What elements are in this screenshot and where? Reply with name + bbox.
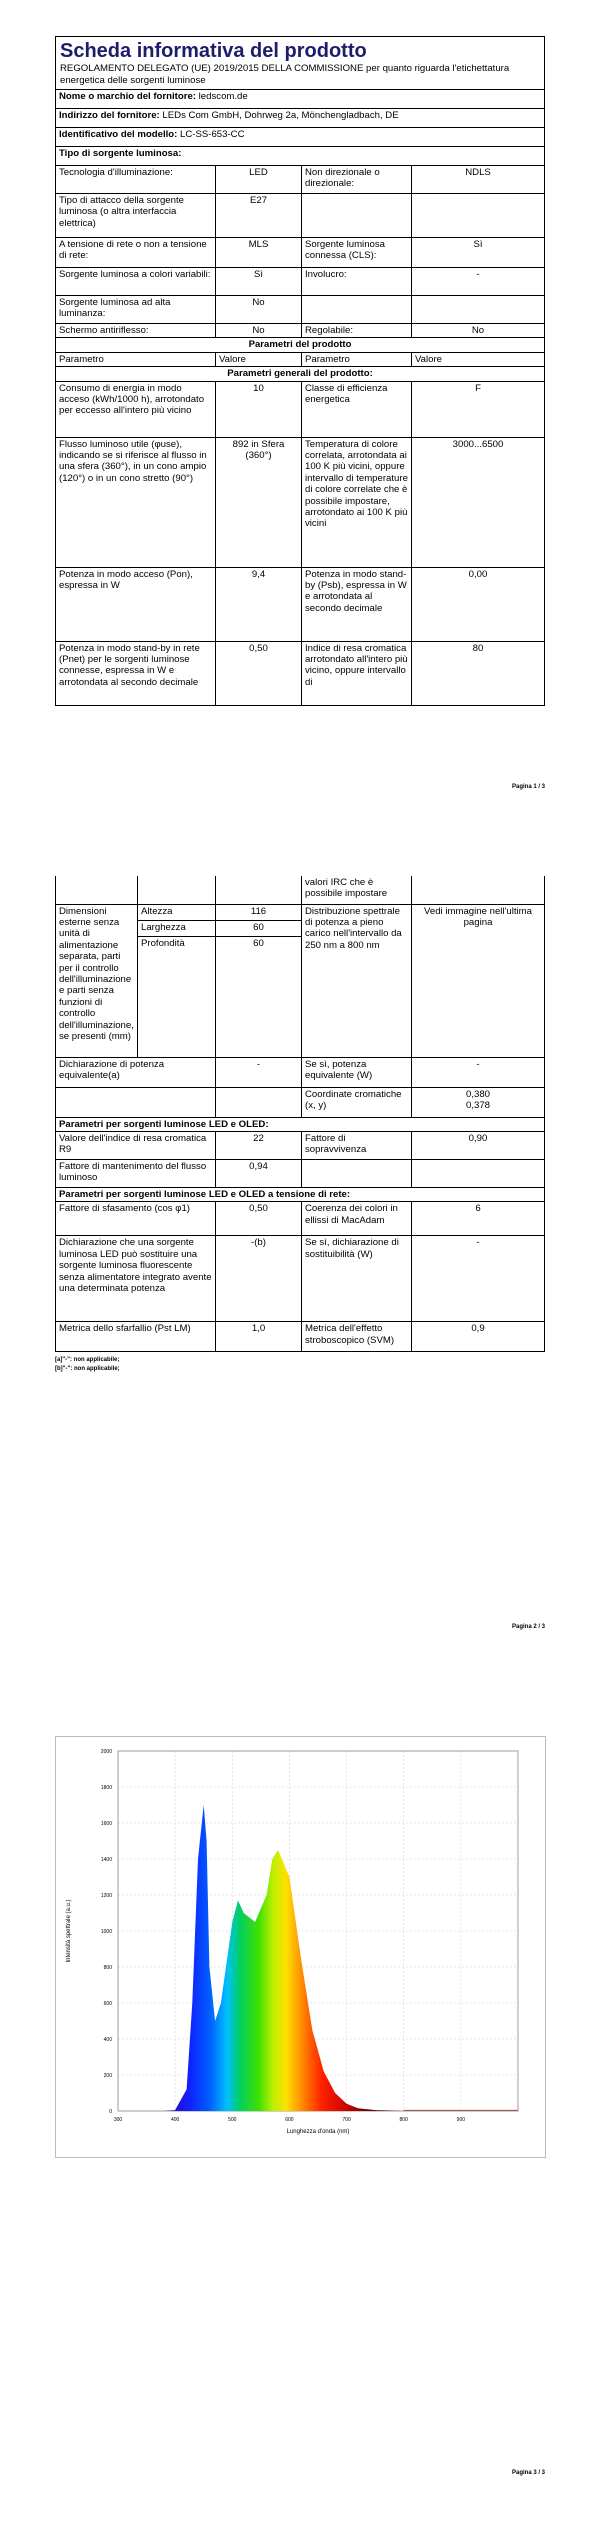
- page-number: Pagina 3 / 3: [512, 2470, 546, 2476]
- col-header-param: Parametro: [56, 352, 216, 366]
- y-tick-label: 1600: [100, 1821, 112, 1827]
- supplier-address-value: LEDs Com GmbH, Dohrweg 2a, Mönchengladbach, DE: [162, 110, 399, 121]
- y-tick-label: 1000: [100, 1929, 112, 1935]
- chromaticity-value: 0,380 0,378: [412, 1087, 545, 1117]
- param-value: 10: [216, 381, 302, 437]
- param-label: [302, 1159, 412, 1187]
- param-value: 892 in Sfera (360°): [216, 437, 302, 567]
- param-label: Dichiarazione di potenza equivalente(a): [56, 1057, 216, 1087]
- type-label: Involucro:: [302, 268, 412, 296]
- type-label: Sorgente luminosa connessa (CLS):: [302, 238, 412, 268]
- param-label: Indice di resa cromatica arrotondato all'intero più vicino, oppure intervallo di: [302, 641, 412, 705]
- param-value: 0,50: [216, 641, 302, 705]
- type-label: Tipo di attacco della sorgente luminosa (o altra interfaccia elettrica): [56, 194, 216, 238]
- col-header-value: Valore: [216, 352, 302, 366]
- x-tick-label: 500: [228, 2117, 237, 2123]
- empty-cell: [216, 1087, 302, 1117]
- y-tick-label: 1800: [100, 1785, 112, 1791]
- type-value: E27: [216, 194, 302, 238]
- param-value: 80: [412, 641, 545, 705]
- param-label: Se sì, potenza equivalente (W): [302, 1057, 412, 1087]
- empty-cell: [412, 876, 545, 904]
- param-value: -(b): [216, 1236, 302, 1322]
- spectral-chart-frame: [55, 1736, 546, 2158]
- param-value: 0,9: [412, 1322, 545, 1352]
- type-label: Schermo antiriflesso:: [56, 324, 216, 338]
- type-label: Regolabile:: [302, 324, 412, 338]
- param-label: Fattore di mantenimento del flusso luminoso: [56, 1159, 216, 1187]
- type-label: Sorgente luminosa ad alta luminanza:: [56, 296, 216, 324]
- x-tick-label: 700: [342, 2117, 351, 2123]
- type-label: [302, 296, 412, 324]
- type-label: Non direzionale o direzionale:: [302, 166, 412, 194]
- param-label: Se sì, dichiarazione di sostituibilità (W): [302, 1236, 412, 1322]
- param-label: [56, 567, 216, 641]
- product-sheet-page-1: [55, 36, 544, 706]
- type-value: MLS: [216, 238, 302, 268]
- param-value: F: [412, 381, 545, 437]
- param-value: 1,0: [216, 1322, 302, 1352]
- type-value: NDLS: [412, 166, 545, 194]
- x-tick-label: 600: [285, 2117, 294, 2123]
- param-value: 9,4: [216, 567, 302, 641]
- type-value: No: [412, 324, 545, 338]
- param-label: Coerenza dei colori in ellissi di MacAdam: [302, 1202, 412, 1236]
- y-tick-label: 600: [103, 2001, 112, 2007]
- supplier-name-value: ledscom.de: [198, 91, 248, 102]
- page-number: Pagina 2 / 3: [512, 1624, 546, 1630]
- y-tick-label: 400: [103, 2037, 112, 2043]
- supplier-address-label: Indirizzo del fornitore:: [59, 110, 160, 121]
- empty-cell: [56, 876, 138, 904]
- param-label: Metrica dell'effetto stroboscopico (SVM): [302, 1322, 412, 1352]
- type-label: Tecnologia d'illuminazione:: [56, 166, 216, 194]
- general-params-title: Parametri generali del prodotto:: [56, 367, 545, 381]
- empty-cell: [138, 876, 216, 904]
- type-value: Sì: [216, 268, 302, 296]
- param-label: Flusso luminoso utile (φuse), indicando se si riferisce al flusso in una sfera (360°), in un cono ampio (120°) o in un cono stretto (90°): [56, 437, 216, 567]
- type-section-title: Tipo di sorgente luminosa:: [56, 147, 545, 166]
- y-tick-label: 800: [103, 1965, 112, 1971]
- x-tick-label: 300: [113, 2117, 123, 2123]
- page-2: [0, 840, 595, 1680]
- param-label: Coordinate cromatiche (x, y): [302, 1087, 412, 1117]
- param-value: 0,90: [412, 1131, 545, 1159]
- params-title: Parametri del prodotto: [56, 338, 545, 352]
- y-tick-label: 200: [103, 2073, 112, 2079]
- x-tick-label: 900: [456, 2117, 466, 2123]
- param-label: Potenza in modo stand-by (Psb), espressa in W e arrotondata al secondo decimale: [302, 567, 412, 641]
- param-label: Dichiarazione che una sorgente luminosa LED può sostituire una sorgente luminosa fluorescente senza alimentatore integrato avente una determinata potenza: [56, 1236, 216, 1322]
- supplier-name-label: Nome o marchio del fornitore:: [59, 91, 196, 102]
- product-info-table-continued: [55, 876, 545, 1352]
- param-value: 0,94: [216, 1159, 302, 1187]
- param-label: Consumo di energia in modo acceso (kWh/1000 h), arrotondato per eccesso all'intero più vicino: [56, 381, 216, 437]
- y-axis-label: Intensità spettrale (a.u.): [66, 1899, 72, 1963]
- y-tick-label: 1200: [100, 1893, 112, 1899]
- spectral-distribution-label: Distribuzione spettrale di potenza a pieno carico nell'intervallo da 250 nm a 800 nm: [302, 904, 412, 1057]
- empty-cell: [216, 876, 302, 904]
- spectrum-area: [164, 1805, 404, 2111]
- param-value: [412, 1159, 545, 1187]
- product-sheet-page-2: [55, 876, 544, 1374]
- page-number: Pagina 1 / 3: [512, 784, 546, 790]
- y-tick-label: 0: [109, 2109, 112, 2115]
- param-label-text: Potenza in modo acceso (Pon), espressa in W: [59, 568, 193, 592]
- col-header-param: Parametro: [302, 352, 412, 366]
- type-value: Sì: [412, 238, 545, 268]
- param-value: 22: [216, 1131, 302, 1159]
- param-value: -: [412, 1057, 545, 1087]
- product-info-table: [55, 36, 545, 706]
- x-axis-label: Lunghezza d'onda (nm): [286, 2129, 350, 2135]
- type-value: No: [216, 324, 302, 338]
- type-value: [412, 296, 545, 324]
- depth-value: 60: [216, 937, 302, 1057]
- dimensions-label: Dimensioni esterne senza unità di alimentazione separata, parti per il controllo dell'illuminazione e parti senza funzioni di controllo dell'illuminazione, se presenti (mm): [56, 904, 138, 1057]
- height-value: 116: [216, 904, 302, 920]
- model-value: LC-SS-653-CC: [180, 129, 245, 140]
- width-value: 60: [216, 920, 302, 936]
- type-label: A tensione di rete o non a tensione di rete:: [56, 238, 216, 268]
- param-label: Valore dell'indice di resa cromatica R9: [56, 1131, 216, 1159]
- param-label: Metrica dello sfarfallio (Pst LM): [56, 1322, 216, 1352]
- type-label: Sorgente luminosa a colori variabili:: [56, 268, 216, 296]
- type-label: [302, 194, 412, 238]
- type-value: No: [216, 296, 302, 324]
- model-label: Identificativo del modello:: [59, 129, 178, 140]
- page-1: [0, 0, 595, 840]
- type-value: -: [412, 268, 545, 296]
- regulation-text: REGOLAMENTO DELEGATO (UE) 2019/2015 DELLA COMMISSIONE per quanto riguarda l'etichettatura energetica delle sorgenti luminose: [60, 63, 510, 86]
- footnote-a: [a]"-": non applicabile;: [55, 1357, 120, 1364]
- x-tick-label: 800: [399, 2117, 408, 2123]
- param-value: 3000...6500: [412, 437, 545, 567]
- page-3: [0, 1680, 595, 2526]
- param-label: valori IRC che è possibile impostare: [302, 876, 412, 904]
- param-label: Fattore di sopravvivenza: [302, 1131, 412, 1159]
- height-label: Altezza: [138, 904, 216, 920]
- col-header-value: Valore: [412, 352, 545, 366]
- led-params-title: Parametri per sorgenti luminose LED e OLED:: [56, 1117, 545, 1131]
- param-value: 0,00: [412, 567, 545, 641]
- type-value: LED: [216, 166, 302, 194]
- param-value: 0,50: [216, 1202, 302, 1236]
- param-value: -: [216, 1057, 302, 1087]
- param-label: Potenza in modo stand-by in rete (Pnet) per le sorgenti luminose connesse, espressa in W e arrotondata al secondo decimale: [56, 641, 216, 705]
- empty-cell: [56, 1087, 216, 1117]
- param-value: 6: [412, 1202, 545, 1236]
- depth-label: Profondità: [138, 937, 216, 1057]
- x-tick-label: 400: [170, 2117, 180, 2123]
- y-tick-label: 2000: [100, 1749, 112, 1755]
- spectral-distribution-value: Vedi immagine nell'ultima pagina: [412, 904, 545, 1057]
- page-title: Scheda informativa del prodotto: [60, 40, 367, 62]
- param-label: Classe di efficienza energetica: [302, 381, 412, 437]
- mains-params-title: Parametri per sorgenti luminose LED e OLED a tensione di rete:: [56, 1187, 545, 1201]
- param-label: Fattore di sfasamento (cos φ1): [56, 1202, 216, 1236]
- width-label: Larghezza: [138, 920, 216, 936]
- type-value: [412, 194, 545, 238]
- param-value: -: [412, 1236, 545, 1322]
- param-label: Temperatura di colore correlata, arrotondata ai 100 K più vicini, oppure intervallo di temperature di colore correlate che è possibile impostare, arrotondato ai 100 K più vicini: [302, 437, 412, 567]
- footnote-b: [b]"-": non applicabile;: [55, 1366, 120, 1373]
- spectral-distribution-chart: [56, 1737, 545, 2157]
- y-tick-label: 1400: [100, 1857, 112, 1863]
